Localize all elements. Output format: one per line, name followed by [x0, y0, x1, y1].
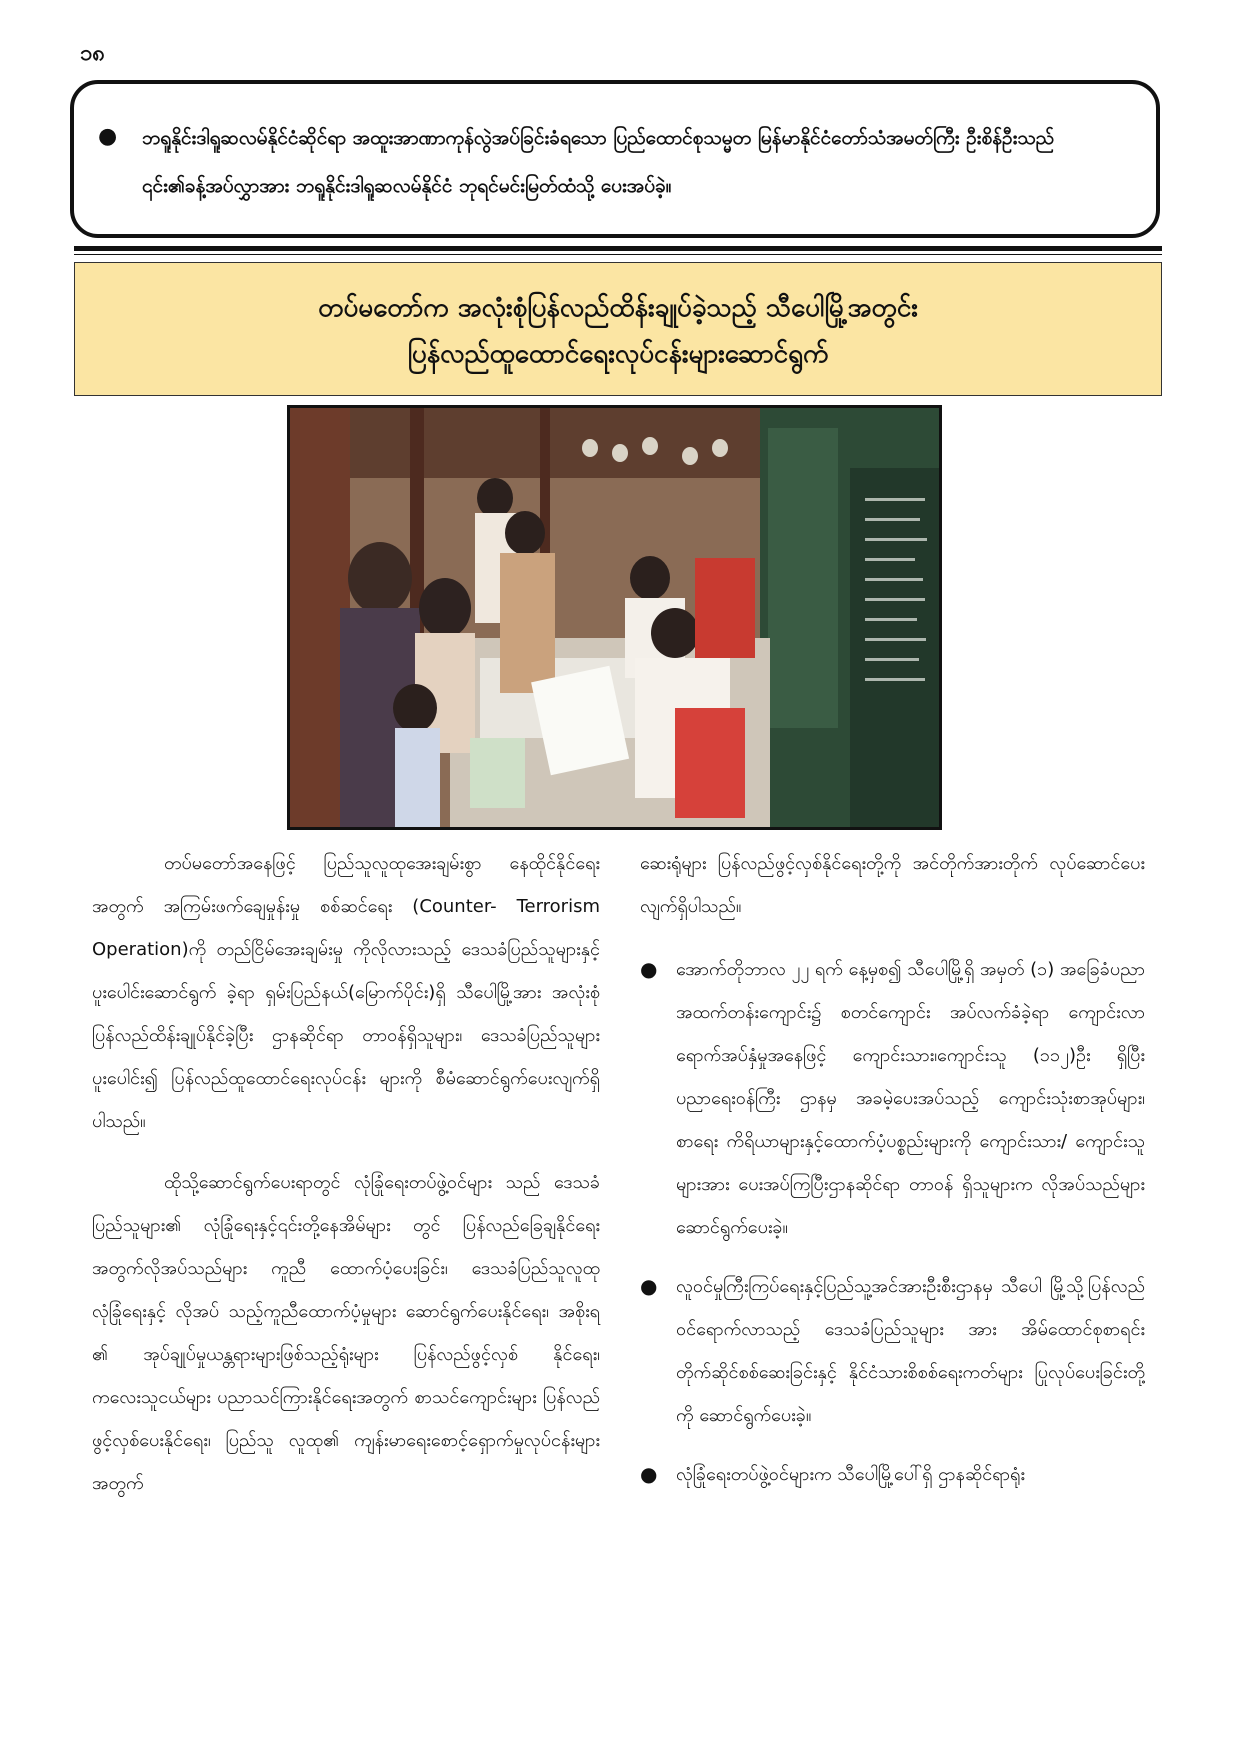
- right-paragraph-1: ဆေးရုံများ ပြန်လည်ဖွင့်လှစ်နိုင်ရေးတို့ကို အင်တိုက်အားတိုက် လုပ်ဆောင်ပေးလျက်ရှိပါသည်။: [640, 853, 1145, 917]
- news-brief-box: [70, 80, 1160, 238]
- list-item: [640, 1453, 1145, 1496]
- news-brief-text: ဘရူနိုင်းဒါရူဆလမ်နိုင်ငံဆိုင်ရာ အထူးအာဏာကုန်လွဲအပ်ခြင်းခံရသော ပြည်ထောင်စုသမ္မတ မြန်မာနိုင်ငံတော်သံအမတ်ကြီး ဦးစိန်ဦးသည် ၎င်း၏ခန့်အပ်လွှာအား ဘရူနိုင်းဒါရူဆလမ်နိုင်ငံ ဘုရင်မင်းမြတ်ထံသို့ ပေးအပ်ခဲ့။: [142, 127, 1055, 197]
- bullet-icon: ●: [98, 124, 118, 149]
- divider-thin: [74, 254, 1162, 255]
- article-photo: [287, 405, 942, 830]
- left-paragraph-2: ထိုသို့ဆောင်ရွက်ပေးရာတွင် လုံခြုံရေးတပ်ဖွဲ့ဝင်များ သည် ဒေသခံပြည်သူများ၏ လုံခြုံရေးနှင့်၎င်းတို့နေအိမ်များ တွင် ပြန်လည်ခြေချနိုင်ရေးအတွက်လိုအပ်သည်များ ကူညီ ထောက်ပံ့ပေးခြင်း၊ ဒေသခံပြည်သူလူထုလုံခြုံရေးနှင့် လိုအပ် သည့်ကူညီထောက်ပံ့မှုများ ဆောင်ရွက်ပေးနိုင်ရေး၊ အစိုးရ ၏ အုပ်ချုပ်မှုယန္တရားများဖြစ်သည့်ရုံးများ ပြန်လည်ဖွင့်လှစ် နိုင်ရေး၊ ကလေးသူငယ်များ ပညာသင်ကြားနိုင်ရေးအတွက် စာသင်ကျောင်းများ ပြန်လည်ဖွင့်လှစ်ပေးနိုင်ရေး၊ ပြည်သူ လူထု၏ ကျန်းမာရေးစောင့်ရှောက်မှုလုပ်ငန်းများအတွက်: [92, 1172, 600, 1494]
- divider-thick: [74, 246, 1162, 251]
- list-item: [640, 948, 1145, 1249]
- list-item-text: လူဝင်မှုကြီးကြပ်ရေးနှင့်ပြည်သူ့အင်အားဦးစီးဌာနမှ သီပေါ မြို့သို့ပြန်လည်ဝင်ရောက်လာသည့် ဒေသခံပြည်သူများ အား အိမ်ထောင်စုစာရင်း တိုက်ဆိုင်စစ်ဆေးခြင်းနှင့် နိုင်ငံသားစိစစ်ရေးကတ်များ ပြုလုပ်ပေးခြင်းတို့ကို ဆောင်ရွက်ပေးခဲ့။: [676, 1276, 1145, 1426]
- left-paragraph-1: တပ်မတော်အနေဖြင့် ပြည်သူလူထုအေးချမ်းစွာ နေထိုင်နိုင်ရေးအတွက် အကြမ်းဖက်ချေမှုန်းမှု စစ်ဆင်ရေး (Counter- Terrorism Operation)ကို တည်ငြိမ်အေးချမ်းမှု ကိုလိုလားသည့် ဒေသခံပြည်သူများနှင့်ပူးပေါင်းဆောင်ရွက် ခဲ့ရာ ရှမ်းပြည်နယ်(မြောက်ပိုင်း)ရှိ သီပေါမြို့အား အလုံးစုံ ပြန်လည်ထိန်းချုပ်နိုင်ခဲ့ပြီး ဌာနဆိုင်ရာ တာဝန်ရှိသူများ၊ ဒေသခံပြည်သူများပူးပေါင်း၍ ပြန်လည်ထူထောင်ရေးလုပ်ငန်း များကို စီမံဆောင်ရွက်ပေးလျက်ရှိပါသည်။: [92, 853, 600, 1132]
- list-item-text: လုံခြုံရေးတပ်ဖွဲ့ဝင်များက သီပေါမြို့ပေါ်ရှိ ဌာနဆိုင်ရာရုံး: [676, 1464, 1025, 1485]
- right-column: [640, 842, 1145, 1512]
- bullet-icon: ●: [640, 1462, 658, 1486]
- bullet-icon: ●: [640, 957, 658, 981]
- list-item-text: အောက်တိုဘာလ ၂၂ ရက် နေ့မှစ၍ သီပေါမြို့ရှိ အမှတ် (၁) အခြေခံပညာအထက်တန်းကျောင်း၌ စတင်ကျောင်း အပ်လက်ခံခဲ့ရာ ကျောင်းလာရောက်အပ်နှံမှုအနေဖြင့် ကျောင်းသား၊ကျောင်းသူ (၁၁၂)ဦး ရှိပြီး ပညာရေးဝန်ကြီး ဌာနမှ အခမဲ့ပေးအပ်သည့် ကျောင်းသုံးစာအုပ်များ၊ စာရေး ကိရိယာများနှင့်ထောက်ပံ့ပစ္စည်းများကို ကျောင်းသား/ ကျောင်းသူများအား ပေးအပ်ကြပြီးဌာနဆိုင်ရာ တာဝန် ရှိသူများက လိုအပ်သည်များ ဆောင်ရွက်ပေးခဲ့။: [676, 959, 1145, 1238]
- school-registration-photo-illustration: [290, 408, 942, 830]
- bullet-icon: ●: [640, 1274, 658, 1298]
- article-title-line-1: တပ်မတော်က အလုံးစုံပြန်လည်ထိန်းချုပ်ခဲ့သည့် သီပေါမြို့အတွင်း: [318, 293, 918, 323]
- page-number: ၁၈: [80, 41, 105, 66]
- left-column: [92, 842, 600, 1505]
- article-title-line-2: ပြန်လည်ထူထောင်ရေးလုပ်ငန်းများဆောင်ရွက်: [407, 339, 829, 369]
- bullet-list: [640, 948, 1145, 1496]
- article-title-box: [74, 262, 1162, 396]
- list-item: [640, 1265, 1145, 1437]
